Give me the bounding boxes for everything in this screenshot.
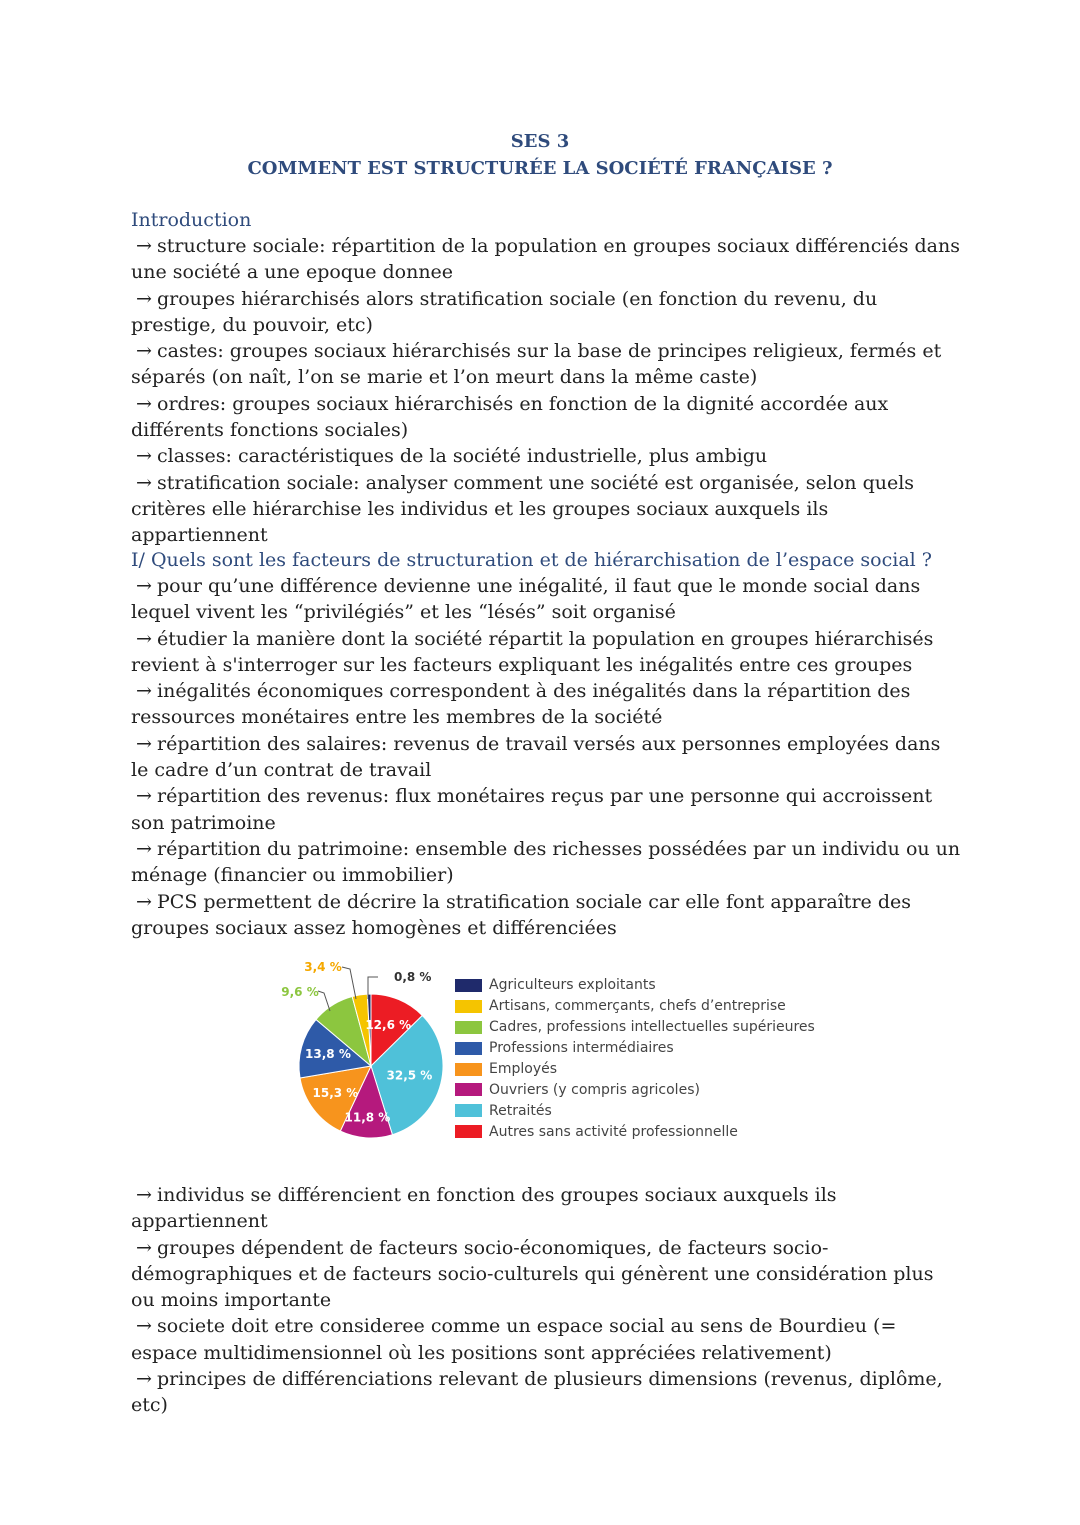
slice-label: 9,6 % [281, 985, 319, 999]
bullet-item [131, 783, 961, 836]
arrow-right-icon: → [136, 235, 152, 257]
arrow-right-icon: → [136, 890, 152, 913]
arrow-right-icon: → [136, 1315, 152, 1338]
legend-swatch [455, 1021, 482, 1034]
bullet-text: répartition du patrimoine: ensemble des richesses possédées par un individu ou un ménage (financier ou immobilier) [131, 837, 961, 887]
legend-label: Cadres, professions intellectuelles supérieures [489, 1019, 815, 1036]
bullet-text: castes: groupes sociaux hiérarchisés sur la base de principes religieux, fermés et séparés (on naît, l’on se marie et l’on meurt dans la même caste) [131, 340, 942, 389]
bullet-text: répartition des salaires: revenus de travail versés aux personnes employées dans le cadre d’un contrat de travail [131, 732, 941, 782]
arrow-right-icon: → [136, 1236, 152, 1259]
legend-label: Professions intermédiaires [489, 1040, 674, 1057]
bullet-text: répartition des revenus: flux monétaires reçus par une personne qui accroissent son patrimoine [131, 785, 933, 834]
bullet-item [131, 836, 961, 889]
intro-title: Introduction [131, 209, 252, 231]
arrow-right-icon: → [136, 732, 152, 755]
arrow-right-icon: → [136, 680, 152, 703]
bullet-item [131, 443, 961, 469]
legend-item [455, 1059, 815, 1080]
bullet-item [131, 1182, 961, 1235]
bullet-item [131, 233, 961, 286]
legend-swatch [455, 1125, 482, 1138]
arrow-right-icon: → [136, 1184, 152, 1206]
section1-title: I/ Quels sont les facteurs de structuration et de hiérarchisation de l’espace social ? [131, 549, 932, 571]
bullet-text: structure sociale: répartition de la population en groupes sociaux différenciés dans une société a une epoque donnee [131, 235, 960, 284]
legend-label: Employés [489, 1061, 558, 1077]
bullet-item [131, 1366, 961, 1419]
bullet-text: étudier la manière dont la société répartit la population en groupes hiérarchisés revient à s'interroger sur les facteurs expliquant les inégalités entre ces groupes [131, 627, 934, 676]
arrow-right-icon: → [136, 392, 152, 415]
arrow-right-icon: → [136, 1368, 152, 1391]
intro-bullet-list [131, 233, 961, 549]
slice-label: 0,8 % [394, 970, 432, 984]
bullet-text: stratification sociale: analyser comment une société est organisée, selon quels critères elle hiérarchise les individus et les groupes sociaux auxquels ils appartiennent [131, 471, 915, 547]
bullet-text: PCS permettent de décrire la stratification sociale car elle font apparaître des groupes sociaux assez homogènes et différenciées [131, 890, 911, 939]
arrow-right-icon: → [136, 340, 152, 363]
legend-swatch [455, 979, 482, 992]
legend-swatch [455, 1000, 482, 1013]
legend-item [455, 996, 815, 1017]
section1-bullet-list [131, 573, 961, 941]
bullet-item [131, 731, 961, 784]
arrow-right-icon: → [136, 575, 152, 597]
arrow-right-icon: → [136, 471, 152, 494]
bullet-item [131, 286, 961, 339]
bullet-item [131, 678, 961, 731]
bullet-text: principes de différenciations relevant de plusieurs dimensions (revenus, diplôme, etc) [131, 1368, 943, 1417]
leader-line [342, 967, 356, 999]
bullet-text: inégalités économiques correspondent à des inégalités dans la répartition des ressources monétaires entre les membres de la société [131, 680, 911, 729]
bullet-item [131, 573, 961, 626]
legend-swatch [455, 1042, 482, 1055]
bullet-text: classes: caractéristiques de la société industrielle, plus ambigu [157, 445, 768, 468]
section1-bullet-list-after-chart [131, 1182, 961, 1419]
arrow-right-icon: → [136, 785, 152, 808]
bullet-item [131, 1235, 961, 1314]
bullet-text: groupes dépendent de facteurs socio-économiques, de facteurs socio-démographiques et de facteurs socio-culturels qui génèrent une considération plus ou moins importante [131, 1236, 934, 1312]
bullet-item [131, 391, 961, 444]
slice-label: 13,8 % [305, 1047, 351, 1062]
legend-item [455, 1121, 815, 1142]
arrow-right-icon: → [136, 837, 152, 860]
legend-label: Agriculteurs exploitants [489, 977, 656, 994]
arrow-right-icon: → [136, 287, 152, 310]
legend-item [455, 1079, 815, 1100]
legend-label: Retraités [489, 1102, 552, 1119]
bullet-item [131, 889, 961, 942]
chart-legend [455, 975, 815, 1142]
bullet-text: groupes hiérarchisés alors stratification sociale (en fonction du revenu, du prestige, du pouvoir, etc) [131, 287, 878, 336]
page-title: COMMENT EST STRUCTURÉE LA SOCIÉTÉ FRANÇAISE ? [247, 158, 833, 179]
course-code: SES 3 [510, 131, 570, 152]
legend-swatch [455, 1104, 482, 1117]
arrow-right-icon: → [136, 627, 152, 650]
slice-label: 32,5 % [386, 1068, 433, 1083]
legend-item [455, 1038, 815, 1059]
legend-swatch [455, 1083, 482, 1096]
bullet-text: pour qu’une différence devienne une inégalité, il faut que le monde social dans lequel vivent les “privilégiés” et les “lésés” soit organisé [131, 575, 921, 624]
slice-label: 3,4 % [304, 960, 342, 974]
document-header [0, 128, 1080, 182]
bullet-text: societe doit etre consideree comme un espace social au sens de Bourdieu (= espace multidimensionnel où les positions sont appréciées relativement) [131, 1315, 897, 1364]
legend-label: Autres sans activité professionnelle [489, 1123, 738, 1140]
slice-label: 15,3 % [312, 1085, 359, 1100]
slice-label: 12,6 % [365, 1017, 412, 1032]
bullet-text: individus se différencient en fonction des groupes sociaux auxquels ils appartiennent [131, 1184, 837, 1233]
slice-label: 11,8 % [344, 1110, 391, 1125]
bullet-item [131, 626, 961, 679]
bullet-item [131, 470, 961, 549]
bullet-item [131, 338, 961, 391]
legend-swatch [455, 1063, 482, 1076]
legend-label: Ouvriers (y compris agricoles) [489, 1081, 700, 1098]
legend-label: Artisans, commerçants, chefs d’entreprise [489, 998, 786, 1015]
arrow-right-icon: → [136, 445, 152, 468]
bullet-text: ordres: groupes sociaux hiérarchisés en fonction de la dignité accordée aux différents fonctions sociales) [131, 392, 889, 442]
bullet-item [131, 1313, 961, 1366]
legend-item [455, 1017, 815, 1038]
legend-item [455, 975, 815, 996]
legend-item [455, 1100, 815, 1121]
